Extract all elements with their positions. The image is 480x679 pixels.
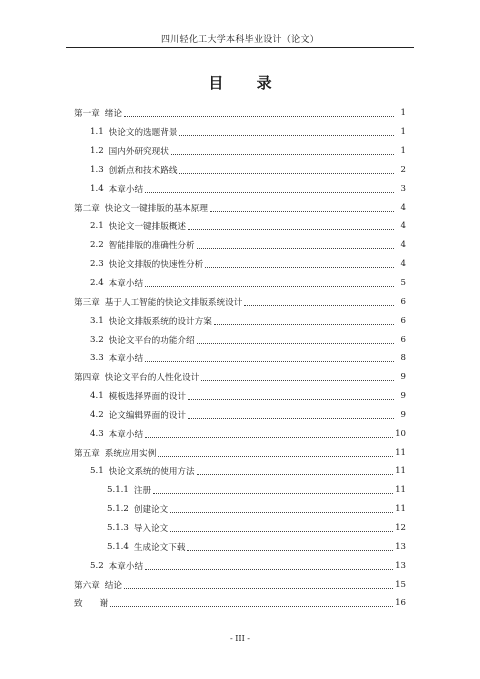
- toc-entry-label: 本章小结: [108, 429, 144, 440]
- toc-leader-dots: [153, 492, 393, 494]
- toc-entry-page: 10: [395, 428, 406, 439]
- toc-entry-label: 快论文的选题背景: [108, 128, 178, 139]
- toc-entry-page: 9: [400, 372, 406, 383]
- toc-leader-dots: [145, 568, 393, 570]
- toc-leader-dots: [145, 191, 394, 193]
- page-title: 目 录: [208, 74, 286, 92]
- toc-entry[interactable]: [74, 462, 406, 481]
- toc-entry-page: 9: [400, 391, 406, 402]
- toc-leader-dots: [124, 115, 394, 117]
- toc-leader-dots: [187, 549, 393, 551]
- toc-entry-number: 5.1.4: [107, 541, 129, 552]
- toc-entry[interactable]: [74, 236, 406, 255]
- toc-entry-page: 11: [395, 504, 406, 515]
- toc-entry-number: 4.2: [90, 409, 104, 420]
- toc-entry-number: 第一章: [74, 109, 100, 120]
- toc-entry-label: 快论文一键排版概述: [108, 222, 187, 233]
- toc-entry-label: 论文编辑界面的设计: [108, 410, 187, 421]
- toc-leader-dots: [244, 304, 394, 306]
- toc-entry-number: 5.1.1: [107, 485, 129, 496]
- toc-entry-page: 1: [400, 146, 406, 157]
- toc-leader-dots: [158, 455, 393, 457]
- toc-entry[interactable]: [74, 481, 406, 500]
- toc-entry-label: 注册: [133, 486, 152, 497]
- toc-entry-page: 12: [395, 522, 406, 533]
- toc-leader-dots: [110, 605, 393, 607]
- header-rule: [66, 47, 414, 48]
- toc-entry[interactable]: [74, 217, 406, 236]
- toc-entry[interactable]: [74, 330, 406, 349]
- toc-entry-label: 快论文排版的快速性分析: [108, 260, 204, 271]
- toc-leader-dots: [170, 511, 393, 513]
- toc-entry[interactable]: [74, 161, 406, 180]
- toc-entry-number: 3.1: [90, 315, 104, 326]
- toc-entry-page: 13: [395, 541, 406, 552]
- toc-leader-dots: [179, 134, 394, 136]
- toc-entry-label: 快论文一键排版的基本原理: [104, 203, 208, 214]
- toc-entry-number: 2.1: [90, 221, 104, 232]
- toc-entry-label: 快论文平台的功能介绍: [108, 335, 195, 346]
- toc-leader-dots: [205, 266, 394, 268]
- toc-entry-page: 6: [400, 296, 406, 307]
- toc-entry-label: 国内外研究现状: [108, 147, 169, 158]
- toc-entry-page: 4: [400, 202, 406, 213]
- toc-entry-number: 5.2: [90, 560, 104, 571]
- toc-entry[interactable]: [74, 594, 406, 613]
- toc-entry[interactable]: [74, 104, 406, 123]
- toc-entry[interactable]: [74, 311, 406, 330]
- toc-entry-label: 快论文排版系统的设计方案: [108, 316, 212, 327]
- toc-entry-label: 本章小结: [108, 279, 144, 290]
- toc-entry[interactable]: [74, 198, 406, 217]
- toc-entry-label: 本章小结: [108, 184, 144, 195]
- toc-entry-number: 致: [74, 599, 83, 610]
- toc-entry-label: 系统应用实例: [104, 448, 157, 459]
- toc-entry[interactable]: [74, 500, 406, 519]
- toc-entry-number: 1.1: [90, 127, 104, 138]
- toc-leader-dots: [145, 285, 394, 287]
- toc-entry-page: 11: [395, 447, 406, 458]
- toc-entry[interactable]: [74, 387, 406, 406]
- toc-leader-dots: [145, 436, 393, 438]
- toc-entry[interactable]: [74, 406, 406, 425]
- toc-entry[interactable]: [74, 556, 406, 575]
- toc-leader-dots: [214, 323, 394, 325]
- toc-entry-number: 第六章: [74, 580, 100, 591]
- toc-entry-page: 13: [395, 560, 406, 571]
- toc-leader-dots: [197, 342, 394, 344]
- toc-entry-page: 11: [395, 466, 406, 477]
- toc-entry-page: 15: [395, 579, 406, 590]
- toc-entry[interactable]: [74, 179, 406, 198]
- toc-leader-dots: [188, 417, 394, 419]
- toc-entry-page: 4: [400, 240, 406, 251]
- toc-entry-page: 11: [395, 485, 406, 496]
- toc-leader-dots: [197, 247, 394, 249]
- toc-leader-dots: [210, 210, 394, 212]
- toc-entry-label: 快论文平台的人性化设计: [104, 373, 200, 384]
- toc-entry-label: 结论: [104, 580, 122, 591]
- toc-entry-label: 智能排版的准确性分析: [108, 241, 195, 252]
- toc-leader-dots: [188, 398, 394, 400]
- toc-entry-label: 本章小结: [108, 561, 144, 572]
- toc-entry-page: 1: [400, 127, 406, 138]
- toc-entry[interactable]: [74, 424, 406, 443]
- toc-entry-page: 6: [400, 334, 406, 345]
- toc-entry[interactable]: [74, 443, 406, 462]
- toc-entry-label: 导入论文: [133, 523, 169, 534]
- toc-entry-number: 2.2: [90, 240, 104, 251]
- toc-entry-page: 9: [400, 409, 406, 420]
- toc-leader-dots: [170, 530, 393, 532]
- toc-entry[interactable]: [74, 274, 406, 293]
- toc-entry[interactable]: [74, 537, 406, 556]
- toc-entry-page: 3: [400, 183, 406, 194]
- toc-entry-number: 2.3: [90, 259, 104, 270]
- toc-entry-label: 基于人工智能的快论文排版系统设计: [104, 297, 243, 308]
- toc-entry-page: 5: [400, 278, 406, 289]
- toc-entry-number: 3.3: [90, 353, 104, 364]
- toc-leader-dots: [124, 587, 393, 589]
- toc-entry-number: 5.1: [90, 466, 104, 477]
- toc-entry-number: 2.4: [90, 278, 104, 289]
- toc-leader-dots: [179, 172, 394, 174]
- toc-entry-number: 5.1.3: [107, 522, 129, 533]
- toc-entry-number: 1.3: [90, 164, 104, 175]
- toc-leader-dots: [188, 228, 394, 230]
- toc-leader-dots: [197, 473, 393, 475]
- toc-entry[interactable]: [74, 255, 406, 274]
- toc-entry-label: 绪论: [104, 109, 122, 120]
- toc-entry[interactable]: [74, 368, 406, 387]
- toc-entry-number: 第五章: [74, 448, 100, 459]
- toc-entry-label: 生成论文下载: [133, 542, 186, 553]
- toc-entry-page: 1: [400, 108, 406, 119]
- toc-entry-page: 2: [400, 164, 406, 175]
- toc-entry-label: 创建论文: [133, 505, 169, 516]
- toc-entry-number: 4.3: [90, 428, 104, 439]
- toc-entry-number: 3.2: [90, 334, 104, 345]
- toc-entry[interactable]: [74, 292, 406, 311]
- toc-entry[interactable]: [74, 349, 406, 368]
- toc-entry-page: 4: [400, 259, 406, 270]
- toc-entry-label: 模板选择界面的设计: [108, 392, 187, 403]
- toc-entry-number: 第二章: [74, 203, 100, 214]
- toc-entry-page: 6: [400, 315, 406, 326]
- toc-entry-label: 快论文系统的使用方法: [108, 467, 195, 478]
- table-of-contents: [74, 104, 406, 613]
- toc-leader-dots: [171, 153, 394, 155]
- toc-entry-number: 4.1: [90, 391, 104, 402]
- toc-entry-label: 谢: [99, 599, 109, 610]
- toc-entry-page: 16: [395, 598, 406, 609]
- running-header: 四川轻化工大学本科毕业设计（论文）: [160, 35, 320, 45]
- toc-entry[interactable]: [74, 123, 406, 142]
- toc-entry-number: 5.1.2: [107, 504, 129, 515]
- toc-entry[interactable]: [74, 575, 406, 594]
- toc-leader-dots: [201, 379, 394, 381]
- toc-entry-label: 创新点和技术路线: [108, 165, 178, 176]
- toc-entry[interactable]: [74, 519, 406, 538]
- toc-entry-number: 第四章: [74, 373, 100, 384]
- toc-entry-number: 第三章: [74, 297, 100, 308]
- page-number: - III -: [230, 634, 250, 643]
- toc-entry-page: 8: [400, 353, 406, 364]
- toc-entry[interactable]: [74, 142, 406, 161]
- toc-entry-page: 4: [400, 221, 406, 232]
- toc-leader-dots: [145, 360, 394, 362]
- toc-entry-number: 1.4: [90, 183, 104, 194]
- toc-entry-number: 1.2: [90, 146, 104, 157]
- toc-entry-label: 本章小结: [108, 354, 144, 365]
